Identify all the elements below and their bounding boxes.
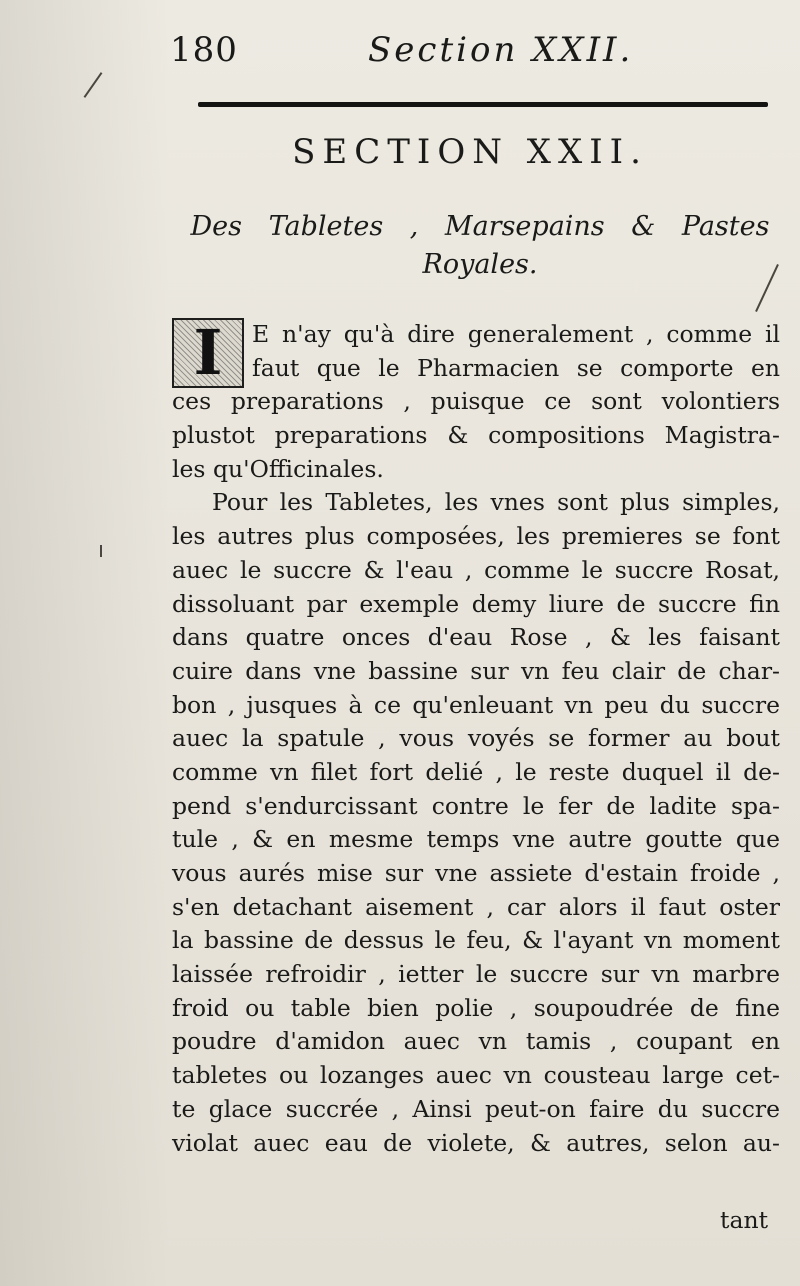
section-subtitle — [190, 208, 770, 284]
page-number: 180 — [170, 30, 238, 70]
text-line: vous aurés mise sur vne assiete d'estain froide , — [172, 859, 780, 887]
text-line: faut que le Pharmacien se comporte en — [252, 353, 780, 382]
page-gutter-shadow — [0, 0, 170, 1286]
section-heading: SECTION XXII. — [292, 132, 648, 172]
text-line: auec la spatule , vous voyés se former au bout — [172, 724, 780, 753]
subtitle-line: Des Tabletes , Marsepains & Pastes — [190, 211, 770, 242]
text-line: auec le succre & l'eau , comme le succre Rosat, — [172, 555, 780, 584]
text-line: laissée refroidir , ietter le succre sur vn marbre — [172, 960, 780, 989]
initial-letter: I — [174, 320, 242, 386]
text-line: bon , jusques à ce qu'enleuant vn peu du succre — [172, 690, 780, 719]
running-title: Section XXII. — [368, 30, 634, 70]
text-line: comme vn filet fort delié , le reste duquel il de- — [172, 757, 780, 786]
text-line: ces preparations , puisque ce sont volontiers — [172, 387, 780, 416]
text-line: plustot preparations & compositions Magistra- — [172, 421, 780, 450]
header-rule — [198, 102, 768, 107]
running-head — [170, 24, 770, 84]
margin-speck — [100, 545, 102, 557]
text-line: tabletes ou lozanges auec vn cousteau large cet- — [172, 1061, 780, 1090]
catchword: tant — [720, 1206, 769, 1234]
subtitle-line: Royales. — [422, 249, 538, 280]
text-line: Pour les Tabletes, les vnes sont plus simples, — [212, 488, 780, 517]
text-line: poudre d'amidon auec vn tamis , coupant en — [172, 1027, 780, 1056]
text-line: E n'ay qu'à dire generalement , comme il — [252, 320, 780, 348]
body-text — [172, 318, 780, 1160]
text-line: cuire dans vne bassine sur vn feu clair de char- — [172, 656, 780, 685]
text-line: te glace succrée , Ainsi peut-on faire du succre — [172, 1094, 780, 1123]
text-line: les qu'Officinales. — [172, 454, 384, 483]
text-line: les autres plus composées, les premieres se font — [172, 522, 780, 551]
text-line: dissoluant par exemple demy liure de succre fin — [172, 589, 780, 618]
text-line: dans quatre onces d'eau Rose , & les faisant — [172, 623, 780, 652]
text-line: violat auec eau de violete, & autres, selon au- — [172, 1128, 780, 1157]
text-line: s'en detachant aisement , car alors il faut oster — [172, 892, 780, 921]
text-line: tule , & en mesme temps vne autre goutte que — [172, 825, 780, 854]
text-line: la bassine de dessus le feu, & l'ayant vn moment — [172, 926, 780, 955]
text-line: froid ou table bien polie , soupoudrée de fine — [172, 993, 780, 1022]
text-line: pend s'endurcissant contre le fer de ladite spa- — [172, 791, 780, 820]
